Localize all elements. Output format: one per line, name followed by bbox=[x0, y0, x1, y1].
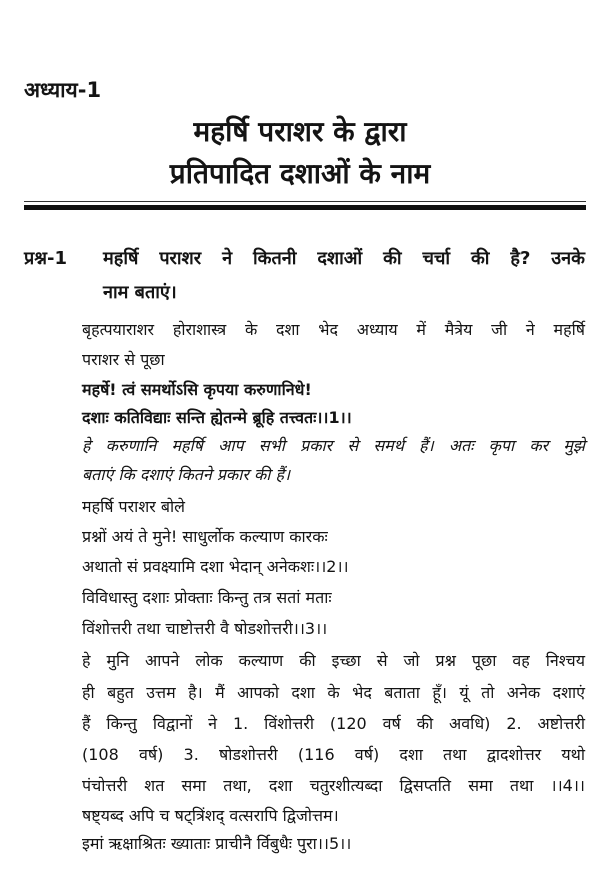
body-line: ही बहुत उत्तम है। मैं आपको दशा के भेद बताता हूँ। यूं तो अनेक दशाएं bbox=[82, 683, 585, 702]
verse-line: महर्षे! त्वं समर्थोऽसि कृपया करुणानिधे! bbox=[82, 380, 312, 399]
title-divider-thick bbox=[24, 205, 586, 210]
question-label: प्रश्न-1 bbox=[24, 248, 67, 269]
verse-line: दशाः कतिविद्याः सन्ति ह्येतन्मे ब्रूहि तत्त्वतः।।1।। bbox=[82, 408, 352, 427]
chapter-title-line-2: प्रतिपादित दशाओं के नाम bbox=[169, 157, 431, 190]
verse-line: प्रश्नों अयं ते मुने! साधुर्लोक कल्याण कारकः bbox=[82, 527, 328, 546]
translation-line: हे करुणानि महर्षि आप सभी प्रकार से समर्थ हैं। अतः कृपा कर मुझे bbox=[82, 436, 585, 455]
body-line: महर्षि पराशर बोले bbox=[82, 497, 185, 516]
translation-line: बताएं कि दशाएं कितने प्रकार की हैं। bbox=[82, 465, 291, 484]
chapter-title-line-1: महर्षि पराशर के द्वारा bbox=[193, 115, 407, 148]
verse-line: अथातो सं प्रवक्ष्यामि दशा भेदान् अनेकशः।।2।। bbox=[82, 557, 349, 576]
verse-line: विंशोत्तरी तथा चाष्टोत्तरी वै षोडशोत्तरी।।3।। bbox=[82, 619, 328, 638]
verse-line: विविधास्तु दशाः प्रोक्ताः किन्तु तत्र सतां मताः bbox=[82, 588, 332, 607]
title-divider-thin bbox=[24, 201, 586, 202]
body-line: बृहत्पयाराशर होराशास्त्र के दशा भेद अध्याय में मैत्रेय जी ने महर्षि bbox=[82, 320, 585, 339]
body-line: पराशर से पूछा bbox=[82, 350, 165, 369]
verse-line: पंचोत्तरी शत समा तथा, दशा चतुरशीत्यब्दा द्विसप्तति समा तथा ।।4।। bbox=[82, 776, 585, 795]
question-line-2: नाम बताएं। bbox=[103, 282, 177, 303]
verse-line: षष्ट्यब्द अपि च षट्त्रिंशद् वत्सरापि द्विजोत्तम। bbox=[82, 806, 339, 825]
body-line: (108 वर्ष) 3. षोडशोत्तरी (116 वर्ष) दशा तथा द्वादशोत्तर यथो bbox=[82, 745, 585, 764]
verse-line: इमां ऋक्षाश्रितः ख्याताः प्राचीनै र्विबुधैः पुरा।।5।। bbox=[82, 834, 352, 853]
body-line: हे मुनि आपने लोक कल्याण की इच्छा से जो प्रश्न पूछा वह निश्चय bbox=[82, 651, 585, 670]
body-line: हैं किन्तु विद्वानों ने 1. विंशोत्तरी (120 वर्ष की अवधि) 2. अष्टोत्तरी bbox=[82, 714, 585, 733]
question-line-1: महर्षि पराशर ने कितनी दशाओं की चर्चा की है? उनके bbox=[103, 248, 585, 269]
chapter-label: अध्याय-1 bbox=[24, 78, 102, 102]
